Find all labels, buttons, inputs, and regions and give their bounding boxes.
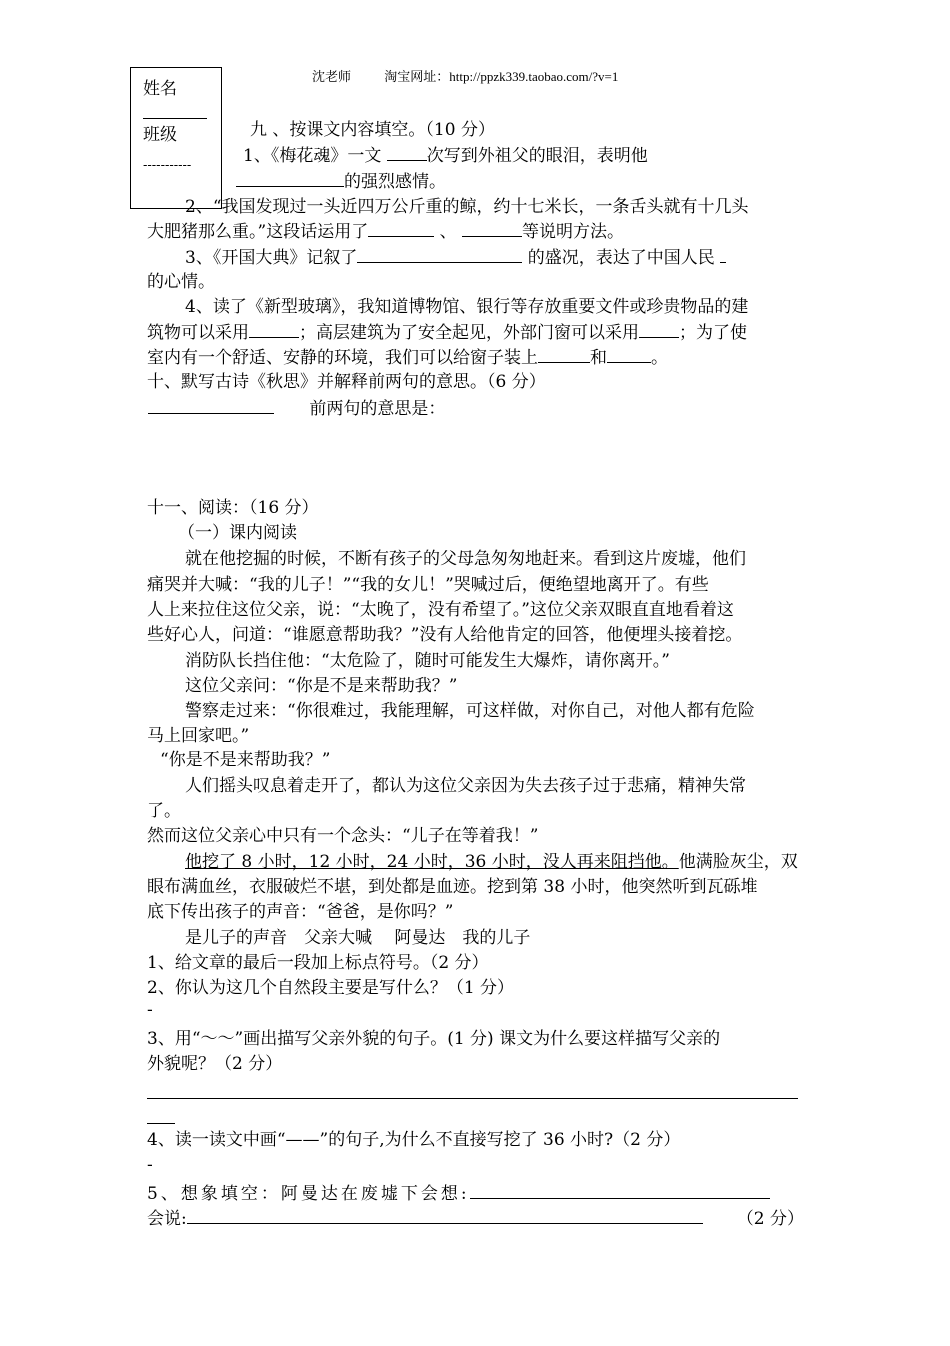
passage-p8-line3: 底下传出孩子的声音：“爸爸，是你吗？”: [147, 902, 454, 922]
q9-i4-blank-3[interactable]: [538, 345, 590, 363]
passage-p4-line2: 马上回家吧。”: [147, 726, 250, 746]
q10-title: 十、默写古诗《秋思》并解释前两句的意思。（6 分）: [147, 372, 546, 392]
q9-item1: [243, 143, 648, 168]
passage-p4-line1: 警察走过来：“你很难过，我能理解，可这样做，对你自己，对他人都有危险: [185, 701, 755, 721]
passage-p5: “你是不是来帮助我？”: [160, 750, 331, 770]
passage-p8-text-a: 他满脸灰尘，双: [678, 852, 798, 872]
q9-item3-line2: 的心情。: [147, 272, 215, 292]
q11-question-3-line1: 3、用“～～”画出描写父亲外貌的句子。(1 分) 课文为什么要这样描写父亲的: [147, 1029, 721, 1049]
passage-p1-line4: 些好心人，问道：“谁愿意帮助我？”没有人给他肯定的回答，他便埋头接着挖。: [147, 625, 743, 645]
q9-title: 九 、按课文内容填空。（10 分）: [250, 120, 495, 140]
name-class-box: [130, 67, 222, 209]
passage-p1-line1: 就在他挖掘的时候，不断有孩子的父母急匆匆地赶来。看到这片废墟，他们: [185, 549, 746, 569]
passage-p1-line2: 痛哭并大喊：“我的儿子！”“我的女儿！”哭喊过后，便绝望地离开了。有些: [147, 575, 709, 595]
q9-i1-text-a: 1、《梅花魂》一文: [243, 146, 382, 166]
q9-item2-line1: 2、“我国发现过一头近四万公斤重的鲸，约十七米长，一条舌头就有十几头: [185, 197, 749, 217]
passage-p2: 消防队长挡住他：“太危险了，随时可能发生大爆炸，请你离开。”: [185, 651, 670, 671]
passage-p6-line2: 了。: [147, 801, 181, 821]
passage-p8-line1: [185, 850, 798, 874]
q9-i4-text-g: 。: [651, 348, 668, 368]
q11-question-1: 1、给文章的最后一段加上标点符号。（2 分）: [147, 953, 489, 973]
name-blank[interactable]: [143, 118, 207, 119]
q11-q4-answer-mark[interactable]: -: [147, 1155, 153, 1175]
q9-i4-text-e: 室内有一个舒适、安静的环境，我们可以给窗子装上: [147, 348, 538, 368]
q11-question-3-line2: 外貌呢？（2 分）: [147, 1054, 283, 1074]
q5-score: （2 分）: [736, 1209, 804, 1229]
underlined-sentence: 他挖了 8 小时，12 小时，24 小时，36 小时，没人再来阻挡他。: [185, 852, 679, 872]
q10-row: [148, 396, 445, 421]
q10-meaning-label: 前两句的意思是：: [309, 399, 446, 419]
q9-item3-line1: [185, 245, 726, 270]
q5-think-blank[interactable]: [470, 1181, 770, 1199]
q10-poem-blank[interactable]: [148, 396, 274, 414]
q9-i1-blank-1[interactable]: [387, 143, 427, 161]
q9-i1-text-b: 次写到外祖父的眼泪，表明他: [426, 146, 648, 166]
q9-i4-text-b: 筑物可以采用: [147, 323, 249, 343]
q9-i2-text-b: 大肥猪那么重。”这段话运用了: [147, 222, 369, 242]
passage-p1-line3: 人上来拉住这位父亲，说：“太晚了，没有希望了。”这位父亲双眼直直地看着这: [147, 600, 734, 620]
q9-item4-line2: [147, 320, 747, 345]
q9-i4-blank-1[interactable]: [249, 320, 299, 338]
header-teacher: 沈老师: [312, 69, 352, 84]
q11-subtitle: （一）课内阅读: [178, 523, 297, 543]
q11-question-2: 2、你认为这几个自然段主要是写什么？（1 分）: [147, 978, 515, 998]
q9-i4-text-f: 和: [590, 348, 607, 368]
q9-item4-line1: 4、读了《新型玻璃》，我知道博物馆、银行等存放重要文件或珍贵物品的建: [185, 297, 749, 317]
header-shop-url: 淘宝网址：http://ppzk339.taobao.com/?v=1: [384, 69, 619, 84]
q11-question-4: 4、读一读文中画“——”的句子,为什么不直接写挖了 36 小时?（2 分）: [147, 1130, 681, 1150]
passage-p8-line2: 眼布满血丝，衣服破烂不堪，到处都是血迹。挖到第 38 小时，他突然听到瓦砾堆: [147, 877, 758, 897]
q9-i3-text-a: 3、《开国大典》记叙了: [185, 248, 358, 268]
q5-say-blank[interactable]: [187, 1206, 703, 1224]
q9-i2-text-d: 等说明方法。: [522, 222, 625, 242]
passage-p6-line1: 人们摇头叹息着走开了，都认为这位父亲因为失去孩子过于悲痛，精神失常: [185, 776, 746, 796]
q9-i2-blank-1[interactable]: [368, 219, 434, 237]
q9-item1-cont: [236, 169, 446, 194]
passage-p9: 是儿子的声音 父亲大喊 阿曼达 我的儿子: [185, 928, 531, 948]
q5-think-label: 5、想象填空：阿曼达在废墟下会想:: [147, 1184, 470, 1204]
q9-i3-blank-1[interactable]: [357, 245, 522, 263]
q11-title: 十一、阅读：（16 分）: [147, 498, 319, 518]
q9-i3-text-b: 的盛况，表达了中国人民: [527, 248, 715, 268]
q9-item2-line2: [147, 219, 624, 244]
q9-i4-text-d: ；为了使: [679, 323, 747, 343]
q11-question-5-line2: [147, 1206, 804, 1231]
q9-i1-text-c: 的强烈感情。: [344, 172, 446, 192]
class-label: 班级: [143, 125, 177, 145]
q9-item4-line3: [147, 345, 668, 370]
class-blank[interactable]: -----------: [143, 158, 192, 173]
q9-i4-text-c: ；高层建筑为了安全起见，外部门窗可以采用: [299, 323, 639, 343]
q9-i1-blank-2[interactable]: [236, 169, 344, 187]
name-label: 姓名: [143, 79, 177, 99]
q9-i2-text-c: 、: [439, 222, 457, 242]
q5-say-label: 会说:: [147, 1209, 187, 1229]
q9-i3-blank-2[interactable]: [720, 245, 726, 263]
q11-question-5-line1: [147, 1181, 770, 1206]
passage-p3: 这位父亲问：“你是不是来帮助我？”: [185, 676, 458, 696]
page-header: [312, 66, 648, 85]
q11-q3-answer-line-2[interactable]: [147, 1123, 175, 1124]
passage-p7: 然而这位父亲心中只有一个念头：“儿子在等着我！”: [147, 826, 539, 846]
q9-i4-blank-4[interactable]: [607, 345, 651, 363]
q9-i2-blank-2[interactable]: [462, 219, 522, 237]
q11-q2-answer-mark[interactable]: -: [147, 1000, 153, 1020]
q11-q3-answer-line-1[interactable]: [147, 1098, 798, 1099]
q9-i4-blank-2[interactable]: [639, 320, 679, 338]
